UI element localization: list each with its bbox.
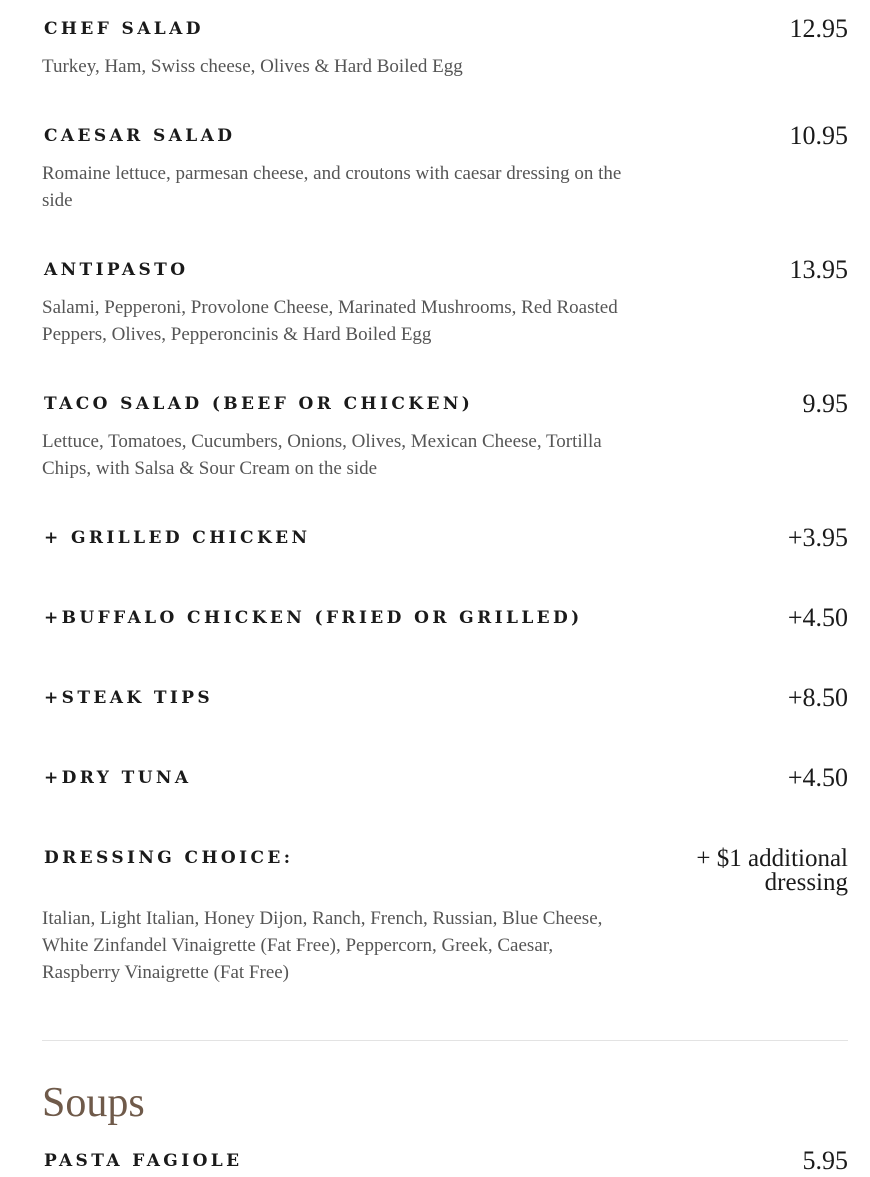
item-description: Salami, Pepperoni, Provolone Cheese, Marinated Mushrooms, Red Roasted Peppers, Olives, Pepperoncinis & Hard Boiled Egg: [42, 297, 618, 345]
addon-price: +3.95: [787, 523, 848, 552]
menu-item-chef-salad: [42, 0, 848, 80]
item-name: TACO SALAD (BEEF OR CHICKEN): [44, 394, 474, 414]
menu-item-pasta-fagiole: [42, 1132, 848, 1175]
menu-item-antipasto: [42, 241, 848, 348]
item-price: 13.95: [789, 255, 848, 284]
item-name: PASTA FAGIOLE: [44, 1151, 243, 1171]
item-price: 5.95: [802, 1146, 848, 1175]
item-name: ANTIPASTO: [44, 260, 189, 280]
item-price: 10.95: [789, 121, 848, 150]
item-description: Turkey, Ham, Swiss cheese, Olives & Hard Boiled Egg: [42, 56, 463, 77]
addon-price: +4.50: [787, 603, 848, 632]
item-price: 9.95: [802, 389, 848, 418]
dressing-options: Italian, Light Italian, Honey Dijon, Ranch, French, Russian, Blue Cheese, White Zinfandel Vinaigrette (Fat Free), Peppercorn, Greek, Caesar, Raspberry Vinaigrette (Fat Free): [42, 908, 603, 983]
menu-item-taco-salad: [42, 375, 848, 482]
addon-name: +DRY TUNA: [44, 768, 192, 788]
addon-steak-tips: [42, 669, 848, 712]
addon-grilled-chicken: [42, 509, 848, 552]
dressing-price: + $1 additional dressing: [696, 845, 848, 896]
item-name: CHEF SALAD: [44, 19, 204, 39]
section-title-soups: Soups: [42, 1080, 145, 1126]
item-description: Romaine lettuce, parmesan cheese, and croutons with caesar dressing on the side: [42, 163, 622, 211]
addon-buffalo-chicken: [42, 589, 848, 632]
dressing-title: DRESSING CHOICE:: [44, 848, 294, 868]
item-name: CAESAR SALAD: [44, 126, 236, 146]
section-divider: [42, 1040, 848, 1041]
item-description: Lettuce, Tomatoes, Cucumbers, Onions, Olives, Mexican Cheese, Tortilla Chips, with Salsa & Sour Cream on the side: [42, 431, 602, 479]
addon-price: +8.50: [787, 683, 848, 712]
addon-name: +STEAK TIPS: [44, 688, 214, 708]
addon-name: + GRILLED CHICKEN: [44, 528, 311, 548]
addon-dry-tuna: [42, 749, 848, 792]
dressing-choice: [42, 829, 848, 986]
addon-name: +BUFFALO CHICKEN (FRIED OR GRILLED): [44, 608, 583, 628]
menu-item-caesar-salad: [42, 107, 848, 214]
item-price: 12.95: [789, 14, 848, 43]
addon-price: +4.50: [787, 763, 848, 792]
